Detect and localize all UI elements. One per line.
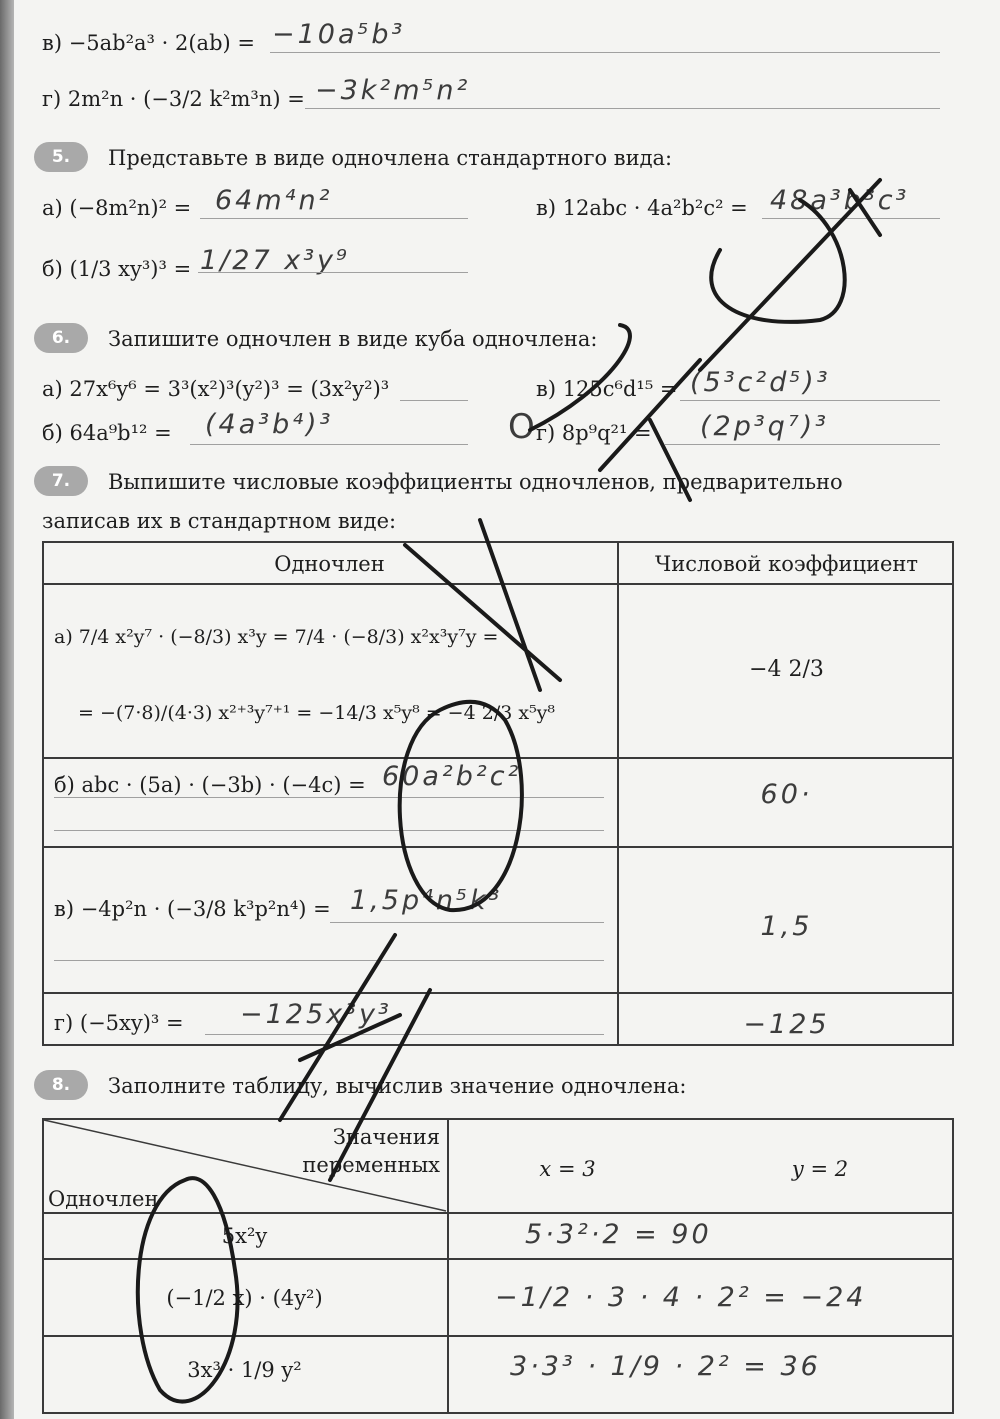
watermark-letter-o-middle bbox=[400, 702, 522, 910]
table-header-monomial: Одночлен bbox=[48, 1187, 159, 1211]
table-row-a-coefficient: −4 2/3 bbox=[749, 657, 824, 682]
task-8-row2-answer: −1/2 · 3 · 4 · 2² = −24 bbox=[495, 1282, 867, 1313]
exercise-g-answer: −3k²m⁵n² bbox=[315, 75, 471, 106]
table-row-a-line2: = −(7·8)/(4·3) x²⁺³y⁷⁺¹ = −14/3 x⁵y⁸ = −4 2/3 x⁵y⁸ bbox=[78, 702, 556, 724]
task-6-title: Запишите одночлен в виде куба одночлена: bbox=[108, 327, 598, 351]
exercise-g-label: г) 2m²n · (−3/2 k²m³n) = bbox=[42, 87, 305, 111]
table-row-g-line1: г) (−5xy)³ = bbox=[54, 1011, 184, 1035]
task-7-title-line2: записав их в стандартном виде: bbox=[42, 509, 397, 533]
task-8-title: Заполните таблицу, вычислив значение одночлена: bbox=[108, 1074, 687, 1098]
task-6-g-label: г) 8p⁹q²¹ = bbox=[536, 421, 652, 445]
table-row-g-coefficient: −125 bbox=[743, 1009, 830, 1040]
task-5-b-answer: 1/27 x³y⁹ bbox=[200, 245, 350, 276]
exercise-v-label: в) −5ab²a³ · 2(ab) = bbox=[42, 31, 255, 55]
task-5-v-label: в) 12abc · 4a²b²c² = bbox=[536, 196, 748, 220]
task-6-a-text: а) 27x⁶y⁶ = 3³(x²)³(y²)³ = (3x²y²)³ bbox=[42, 377, 390, 401]
task-8-row1-answer: 5·3²·2 = 90 bbox=[525, 1219, 712, 1250]
task-8-row2-monomial: (−1/2 x) · (4y²) bbox=[166, 1286, 323, 1310]
table-row-v-answer: 1,5p⁴n⁵k³ bbox=[350, 885, 503, 916]
table-row-g-answer: −125x³y³ bbox=[240, 999, 392, 1030]
task-5-a-answer: 64m⁴n² bbox=[215, 185, 333, 216]
table-row-b-line1: б) abc · (5a) · (−3b) · (−4c) = bbox=[54, 773, 366, 797]
table-row-b-answer: 60a²b²c² bbox=[382, 761, 522, 792]
task-6-v-answer: (5³c²d⁵)³ bbox=[690, 367, 831, 398]
task-7-number-badge: 7. bbox=[34, 466, 88, 496]
table-row-a-line1: а) 7/4 x²y⁷ · (−8/3) x³y = 7/4 · (−8/3) x²x³y⁷y = bbox=[54, 626, 499, 648]
task-5-a-label: а) (−8m²n)² = bbox=[42, 196, 192, 220]
watermark-letter-i bbox=[700, 180, 880, 370]
task-5-number-badge: 5. bbox=[34, 142, 88, 172]
watermark-letter-a bbox=[530, 325, 700, 500]
task-6-b-answer: (4a³b⁴)³ bbox=[205, 409, 334, 440]
task-5-title: Представьте в виде одночлена стандартного вида: bbox=[108, 146, 673, 170]
task-6-number-badge: 6. bbox=[34, 323, 88, 353]
task-8-number-badge: 8. bbox=[34, 1070, 88, 1100]
task-6-g-answer: (2p³q⁷)³ bbox=[700, 411, 829, 442]
table-header-values-line1: Значения bbox=[332, 1125, 440, 1149]
task-7-title-line1: Выпишите числовые коэффициенты одночленов, предварительно bbox=[108, 470, 843, 494]
task-5-b-label: б) (1/3 xy³)³ = bbox=[42, 257, 192, 281]
task-5-v-answer: 48a³b³c³ bbox=[770, 185, 910, 216]
watermark-letter-o-bottom bbox=[138, 1178, 238, 1401]
task-8-row3-monomial: 3x³ · 1/9 y² bbox=[187, 1358, 302, 1382]
table-row-v-coefficient: 1,5 bbox=[760, 911, 813, 942]
table-header-x: x = 3 bbox=[539, 1157, 596, 1181]
table-row-b-coefficient: 60· bbox=[760, 779, 813, 810]
task-8-row3-answer: 3·3³ · 1/9 · 2² = 36 bbox=[510, 1351, 821, 1382]
exercise-v-answer: −10a⁵b³ bbox=[272, 19, 406, 50]
task-8-row1-monomial: 5x²y bbox=[221, 1224, 268, 1248]
table-header-monomial: Одночлен bbox=[274, 552, 385, 576]
table-header-coefficient: Числовой коэффициент bbox=[654, 552, 919, 576]
task-6-g-mark: O bbox=[508, 407, 538, 447]
table-row-v-line1: в) −4p²n · (−3/8 k³p²n⁴) = bbox=[54, 897, 331, 921]
watermark-letter-n bbox=[280, 935, 430, 1180]
task-6-b-label: б) 64a⁹b¹² = bbox=[42, 421, 172, 445]
task-6-v-label: в) 125c⁶d¹⁵ = bbox=[536, 377, 678, 401]
table-header-values-line2: переменных bbox=[302, 1153, 440, 1177]
table-header-y: y = 2 bbox=[791, 1157, 849, 1181]
watermark-letter-l bbox=[405, 520, 560, 690]
